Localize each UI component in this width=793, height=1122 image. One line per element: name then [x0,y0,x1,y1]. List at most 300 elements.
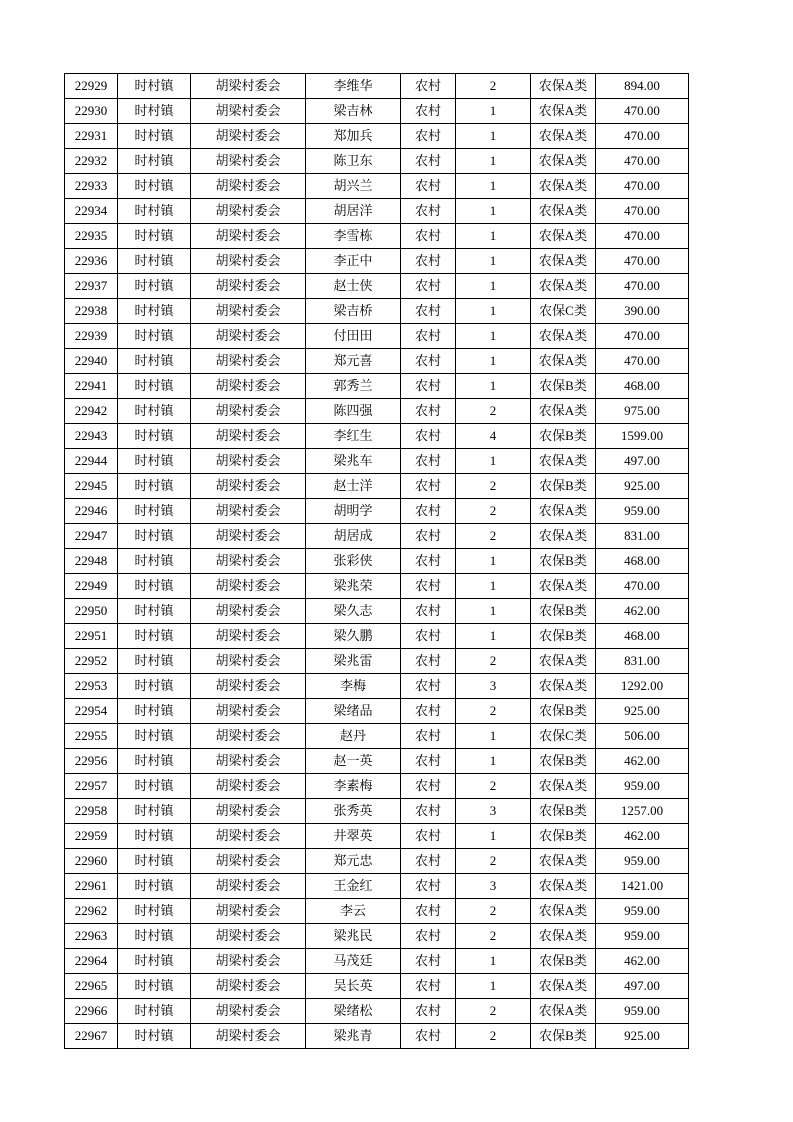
village-committee-cell: 胡梁村委会 [191,149,306,174]
residence-type-cell: 农村 [401,824,456,849]
village-committee-cell: 胡梁村委会 [191,549,306,574]
residence-type-cell: 农村 [401,324,456,349]
town-cell: 时村镇 [118,324,191,349]
table-row [65,674,689,699]
person-count-cell: 1 [456,974,531,999]
amount-cell: 462.00 [596,749,689,774]
amount-cell: 470.00 [596,174,689,199]
residence-type-cell: 农村 [401,474,456,499]
amount-cell: 1292.00 [596,674,689,699]
amount-cell: 959.00 [596,999,689,1024]
table-row [65,174,689,199]
table-row [65,199,689,224]
table-row [65,474,689,499]
town-cell: 时村镇 [118,874,191,899]
village-committee-cell: 胡梁村委会 [191,124,306,149]
residence-type-cell: 农村 [401,774,456,799]
insurance-category-cell: 农保B类 [531,599,596,624]
town-cell: 时村镇 [118,649,191,674]
person-count-cell: 4 [456,424,531,449]
residence-type-cell: 农村 [401,124,456,149]
insurance-category-cell: 农保A类 [531,74,596,99]
person-count-cell: 2 [456,399,531,424]
residence-type-cell: 农村 [401,674,456,699]
amount-cell: 831.00 [596,649,689,674]
person-count-cell: 1 [456,224,531,249]
person-name-cell: 李梅 [306,674,401,699]
town-cell: 时村镇 [118,549,191,574]
person-name-cell: 梁吉林 [306,99,401,124]
person-name-cell: 梁绪松 [306,999,401,1024]
residence-type-cell: 农村 [401,524,456,549]
residence-type-cell: 农村 [401,249,456,274]
town-cell: 时村镇 [118,849,191,874]
table-row [65,374,689,399]
person-name-cell: 王金红 [306,874,401,899]
insurance-category-cell: 农保A类 [531,149,596,174]
town-cell: 时村镇 [118,299,191,324]
insurance-category-cell: 农保B类 [531,1024,596,1049]
village-committee-cell: 胡梁村委会 [191,399,306,424]
village-committee-cell: 胡梁村委会 [191,924,306,949]
amount-cell: 468.00 [596,624,689,649]
village-committee-cell: 胡梁村委会 [191,224,306,249]
residence-type-cell: 农村 [401,1024,456,1049]
serial-number-cell: 22931 [65,124,118,149]
town-cell: 时村镇 [118,774,191,799]
person-name-cell: 李雪栋 [306,224,401,249]
person-count-cell: 2 [456,899,531,924]
amount-cell: 470.00 [596,224,689,249]
residence-type-cell: 农村 [401,224,456,249]
person-name-cell: 井翠英 [306,824,401,849]
insurance-category-cell: 农保A类 [531,649,596,674]
town-cell: 时村镇 [118,249,191,274]
insurance-category-cell: 农保A类 [531,449,596,474]
person-count-cell: 1 [456,249,531,274]
amount-cell: 462.00 [596,599,689,624]
person-count-cell: 1 [456,724,531,749]
person-name-cell: 马茂廷 [306,949,401,974]
amount-cell: 925.00 [596,1024,689,1049]
person-count-cell: 1 [456,824,531,849]
person-count-cell: 2 [456,524,531,549]
residence-type-cell: 农村 [401,949,456,974]
insurance-category-cell: 农保A类 [531,399,596,424]
person-name-cell: 梁久志 [306,599,401,624]
insurance-category-cell: 农保B类 [531,949,596,974]
village-committee-cell: 胡梁村委会 [191,474,306,499]
insurance-category-cell: 农保A类 [531,224,596,249]
insurance-category-cell: 农保B类 [531,624,596,649]
person-name-cell: 胡兴兰 [306,174,401,199]
town-cell: 时村镇 [118,99,191,124]
residence-type-cell: 农村 [401,924,456,949]
table-row [65,274,689,299]
residence-type-cell: 农村 [401,299,456,324]
serial-number-cell: 22949 [65,574,118,599]
amount-cell: 470.00 [596,249,689,274]
person-name-cell: 赵一英 [306,749,401,774]
residence-type-cell: 农村 [401,649,456,674]
residence-type-cell: 农村 [401,99,456,124]
person-name-cell: 李维华 [306,74,401,99]
amount-cell: 959.00 [596,924,689,949]
person-name-cell: 李素梅 [306,774,401,799]
insurance-category-cell: 农保A类 [531,849,596,874]
serial-number-cell: 22951 [65,624,118,649]
benefits-table [64,73,689,1049]
insurance-category-cell: 农保B类 [531,699,596,724]
serial-number-cell: 22966 [65,999,118,1024]
table-row [65,324,689,349]
person-count-cell: 1 [456,274,531,299]
village-committee-cell: 胡梁村委会 [191,599,306,624]
town-cell: 时村镇 [118,624,191,649]
person-count-cell: 1 [456,299,531,324]
village-committee-cell: 胡梁村委会 [191,574,306,599]
serial-number-cell: 22958 [65,799,118,824]
person-name-cell: 李正中 [306,249,401,274]
amount-cell: 1421.00 [596,874,689,899]
village-committee-cell: 胡梁村委会 [191,274,306,299]
village-committee-cell: 胡梁村委会 [191,174,306,199]
town-cell: 时村镇 [118,124,191,149]
table-row [65,499,689,524]
table-row [65,424,689,449]
residence-type-cell: 农村 [401,574,456,599]
town-cell: 时村镇 [118,499,191,524]
insurance-category-cell: 农保A类 [531,174,596,199]
table-row [65,449,689,474]
amount-cell: 925.00 [596,474,689,499]
person-count-cell: 2 [456,1024,531,1049]
serial-number-cell: 22929 [65,74,118,99]
amount-cell: 831.00 [596,524,689,549]
residence-type-cell: 农村 [401,374,456,399]
village-committee-cell: 胡梁村委会 [191,624,306,649]
town-cell: 时村镇 [118,749,191,774]
person-count-cell: 2 [456,999,531,1024]
town-cell: 时村镇 [118,524,191,549]
residence-type-cell: 农村 [401,424,456,449]
table-row [65,824,689,849]
person-name-cell: 李云 [306,899,401,924]
serial-number-cell: 22967 [65,1024,118,1049]
insurance-category-cell: 农保B类 [531,799,596,824]
person-name-cell: 郑加兵 [306,124,401,149]
village-committee-cell: 胡梁村委会 [191,874,306,899]
town-cell: 时村镇 [118,724,191,749]
person-name-cell: 张秀英 [306,799,401,824]
person-count-cell: 3 [456,674,531,699]
person-name-cell: 付田田 [306,324,401,349]
table-row [65,774,689,799]
person-name-cell: 梁兆荣 [306,574,401,599]
amount-cell: 959.00 [596,774,689,799]
insurance-category-cell: 农保A类 [531,999,596,1024]
person-name-cell: 胡居成 [306,524,401,549]
table-row [65,849,689,874]
table-row [65,624,689,649]
table-row [65,524,689,549]
village-committee-cell: 胡梁村委会 [191,374,306,399]
insurance-category-cell: 农保B类 [531,824,596,849]
insurance-category-cell: 农保A类 [531,774,596,799]
residence-type-cell: 农村 [401,199,456,224]
village-committee-cell: 胡梁村委会 [191,824,306,849]
person-name-cell: 郭秀兰 [306,374,401,399]
insurance-category-cell: 农保B类 [531,549,596,574]
residence-type-cell: 农村 [401,499,456,524]
town-cell: 时村镇 [118,599,191,624]
person-count-cell: 1 [456,99,531,124]
amount-cell: 470.00 [596,99,689,124]
serial-number-cell: 22944 [65,449,118,474]
serial-number-cell: 22947 [65,524,118,549]
amount-cell: 470.00 [596,574,689,599]
person-count-cell: 3 [456,799,531,824]
town-cell: 时村镇 [118,74,191,99]
table-row [65,874,689,899]
insurance-category-cell: 农保C类 [531,724,596,749]
residence-type-cell: 农村 [401,274,456,299]
table-row [65,1024,689,1049]
town-cell: 时村镇 [118,699,191,724]
village-committee-cell: 胡梁村委会 [191,524,306,549]
serial-number-cell: 22940 [65,349,118,374]
insurance-category-cell: 农保B类 [531,474,596,499]
serial-number-cell: 22945 [65,474,118,499]
amount-cell: 1599.00 [596,424,689,449]
village-committee-cell: 胡梁村委会 [191,349,306,374]
serial-number-cell: 22952 [65,649,118,674]
residence-type-cell: 农村 [401,599,456,624]
town-cell: 时村镇 [118,1024,191,1049]
person-count-cell: 1 [456,949,531,974]
table-row [65,899,689,924]
insurance-category-cell: 农保C类 [531,299,596,324]
serial-number-cell: 22950 [65,599,118,624]
village-committee-cell: 胡梁村委会 [191,649,306,674]
table-row [65,999,689,1024]
village-committee-cell: 胡梁村委会 [191,424,306,449]
residence-type-cell: 农村 [401,749,456,774]
residence-type-cell: 农村 [401,699,456,724]
village-committee-cell: 胡梁村委会 [191,949,306,974]
person-count-cell: 1 [456,149,531,174]
person-count-cell: 1 [456,599,531,624]
village-committee-cell: 胡梁村委会 [191,449,306,474]
residence-type-cell: 农村 [401,149,456,174]
serial-number-cell: 22962 [65,899,118,924]
person-count-cell: 1 [456,374,531,399]
serial-number-cell: 22938 [65,299,118,324]
serial-number-cell: 22963 [65,924,118,949]
insurance-category-cell: 农保A类 [531,349,596,374]
serial-number-cell: 22948 [65,549,118,574]
village-committee-cell: 胡梁村委会 [191,699,306,724]
village-committee-cell: 胡梁村委会 [191,299,306,324]
amount-cell: 1257.00 [596,799,689,824]
person-count-cell: 2 [456,74,531,99]
insurance-category-cell: 农保A类 [531,524,596,549]
serial-number-cell: 22959 [65,824,118,849]
insurance-category-cell: 农保B类 [531,749,596,774]
village-committee-cell: 胡梁村委会 [191,74,306,99]
person-name-cell: 吴长英 [306,974,401,999]
person-count-cell: 2 [456,649,531,674]
insurance-category-cell: 农保A类 [531,874,596,899]
amount-cell: 468.00 [596,374,689,399]
town-cell: 时村镇 [118,449,191,474]
village-committee-cell: 胡梁村委会 [191,249,306,274]
amount-cell: 470.00 [596,349,689,374]
village-committee-cell: 胡梁村委会 [191,199,306,224]
person-name-cell: 张彩侠 [306,549,401,574]
person-name-cell: 梁久鹏 [306,624,401,649]
person-count-cell: 2 [456,499,531,524]
person-count-cell: 1 [456,574,531,599]
town-cell: 时村镇 [118,974,191,999]
residence-type-cell: 农村 [401,874,456,899]
residence-type-cell: 农村 [401,799,456,824]
person-count-cell: 1 [456,449,531,474]
table-row [65,699,689,724]
table-body [65,74,689,1049]
insurance-category-cell: 农保A类 [531,99,596,124]
town-cell: 时村镇 [118,349,191,374]
person-name-cell: 郑元忠 [306,849,401,874]
amount-cell: 959.00 [596,899,689,924]
residence-type-cell: 农村 [401,74,456,99]
insurance-category-cell: 农保A类 [531,499,596,524]
residence-type-cell: 农村 [401,349,456,374]
serial-number-cell: 22965 [65,974,118,999]
person-count-cell: 3 [456,874,531,899]
person-name-cell: 李红生 [306,424,401,449]
person-name-cell: 胡明学 [306,499,401,524]
person-name-cell: 梁兆青 [306,1024,401,1049]
person-name-cell: 梁绪品 [306,699,401,724]
village-committee-cell: 胡梁村委会 [191,774,306,799]
person-count-cell: 1 [456,174,531,199]
person-name-cell: 陈四强 [306,399,401,424]
person-name-cell: 郑元喜 [306,349,401,374]
town-cell: 时村镇 [118,149,191,174]
amount-cell: 497.00 [596,974,689,999]
town-cell: 时村镇 [118,799,191,824]
residence-type-cell: 农村 [401,449,456,474]
person-name-cell: 赵士侠 [306,274,401,299]
residence-type-cell: 农村 [401,999,456,1024]
serial-number-cell: 22961 [65,874,118,899]
amount-cell: 390.00 [596,299,689,324]
person-name-cell: 赵丹 [306,724,401,749]
insurance-category-cell: 农保A类 [531,924,596,949]
town-cell: 时村镇 [118,224,191,249]
serial-number-cell: 22935 [65,224,118,249]
town-cell: 时村镇 [118,374,191,399]
village-committee-cell: 胡梁村委会 [191,974,306,999]
table-row [65,574,689,599]
insurance-category-cell: 农保A类 [531,274,596,299]
serial-number-cell: 22936 [65,249,118,274]
table-row [65,749,689,774]
town-cell: 时村镇 [118,199,191,224]
table-row [65,649,689,674]
insurance-category-cell: 农保A类 [531,199,596,224]
person-name-cell: 梁兆民 [306,924,401,949]
village-committee-cell: 胡梁村委会 [191,1024,306,1049]
person-count-cell: 2 [456,474,531,499]
serial-number-cell: 22942 [65,399,118,424]
serial-number-cell: 22937 [65,274,118,299]
amount-cell: 470.00 [596,324,689,349]
town-cell: 时村镇 [118,999,191,1024]
village-committee-cell: 胡梁村委会 [191,749,306,774]
serial-number-cell: 22946 [65,499,118,524]
serial-number-cell: 22954 [65,699,118,724]
table-row [65,924,689,949]
person-count-cell: 2 [456,924,531,949]
amount-cell: 462.00 [596,949,689,974]
person-count-cell: 2 [456,699,531,724]
table-row [65,974,689,999]
table-row [65,799,689,824]
table-row [65,349,689,374]
person-name-cell: 赵士洋 [306,474,401,499]
town-cell: 时村镇 [118,949,191,974]
insurance-category-cell: 农保A类 [531,574,596,599]
serial-number-cell: 22956 [65,749,118,774]
serial-number-cell: 22932 [65,149,118,174]
insurance-category-cell: 农保A类 [531,124,596,149]
person-name-cell: 梁兆车 [306,449,401,474]
table-row [65,399,689,424]
serial-number-cell: 22964 [65,949,118,974]
person-count-cell: 1 [456,624,531,649]
person-name-cell: 梁吉桥 [306,299,401,324]
residence-type-cell: 农村 [401,974,456,999]
town-cell: 时村镇 [118,899,191,924]
town-cell: 时村镇 [118,274,191,299]
residence-type-cell: 农村 [401,399,456,424]
person-count-cell: 1 [456,124,531,149]
serial-number-cell: 22953 [65,674,118,699]
serial-number-cell: 22939 [65,324,118,349]
amount-cell: 468.00 [596,549,689,574]
table-row [65,299,689,324]
table-row [65,74,689,99]
table-row [65,124,689,149]
person-count-cell: 1 [456,749,531,774]
table-row [65,949,689,974]
person-name-cell: 胡居洋 [306,199,401,224]
person-count-cell: 2 [456,849,531,874]
amount-cell: 470.00 [596,149,689,174]
residence-type-cell: 农村 [401,899,456,924]
amount-cell: 470.00 [596,274,689,299]
amount-cell: 497.00 [596,449,689,474]
insurance-category-cell: 农保A类 [531,324,596,349]
residence-type-cell: 农村 [401,849,456,874]
village-committee-cell: 胡梁村委会 [191,499,306,524]
serial-number-cell: 22957 [65,774,118,799]
residence-type-cell: 农村 [401,724,456,749]
amount-cell: 470.00 [596,124,689,149]
serial-number-cell: 22933 [65,174,118,199]
